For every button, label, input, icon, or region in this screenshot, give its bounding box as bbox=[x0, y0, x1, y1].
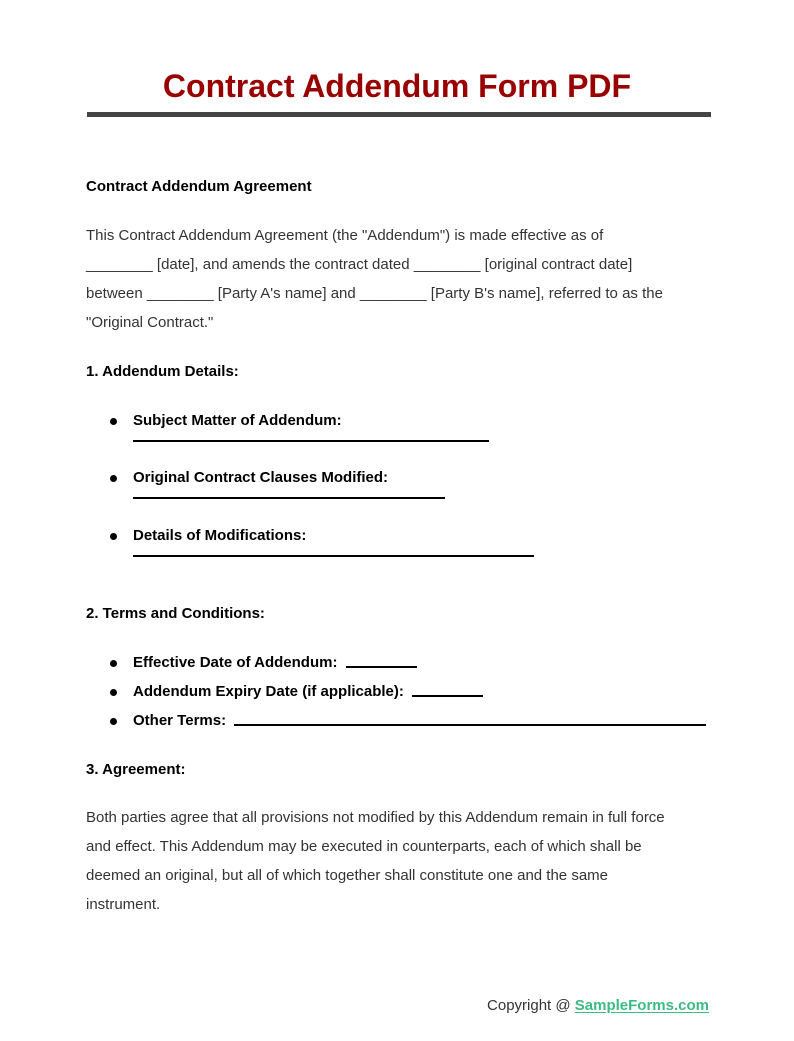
intro-paragraph bbox=[86, 221, 716, 337]
field-label: Details of Modifications: bbox=[133, 527, 307, 544]
bullet-icon bbox=[110, 418, 117, 425]
field-label: Other Terms: bbox=[133, 712, 227, 729]
copyright-footer bbox=[487, 996, 709, 1016]
intro-line: "Original Contract." bbox=[86, 314, 214, 331]
agreement-line: instrument. bbox=[86, 896, 161, 913]
effective-date-blank-field[interactable] bbox=[346, 666, 417, 668]
field-label: Original Contract Clauses Modified: bbox=[133, 469, 389, 486]
bullet-icon bbox=[110, 533, 117, 540]
sampleforms-link[interactable]: SampleForms.com bbox=[574, 997, 709, 1014]
expiry-date-blank-field[interactable] bbox=[412, 695, 483, 697]
section-heading-terms-conditions: 2. Terms and Conditions: bbox=[86, 605, 265, 622]
field-label: Effective Date of Addendum: bbox=[133, 654, 338, 671]
bullet-icon bbox=[110, 718, 117, 725]
copyright-label: Copyright @ bbox=[487, 997, 571, 1014]
subject-matter-blank-field[interactable] bbox=[133, 440, 489, 442]
intro-line: ________ [date], and amends the contract dated ________ [original contract date] bbox=[86, 256, 633, 273]
other-terms-blank-field[interactable] bbox=[234, 724, 706, 726]
agreement-subtitle: Contract Addendum Agreement bbox=[86, 178, 312, 195]
bullet-icon bbox=[110, 660, 117, 667]
title-divider bbox=[87, 112, 711, 117]
bullet-icon bbox=[110, 689, 117, 696]
bullet-icon bbox=[110, 475, 117, 482]
agreement-line: deemed an original, but all of which together shall constitute one and the same bbox=[86, 867, 608, 884]
section-heading-agreement: 3. Agreement: bbox=[86, 761, 186, 778]
agreement-line: Both parties agree that all provisions not modified by this Addendum remain in full force bbox=[86, 809, 665, 826]
section-heading-addendum-details: 1. Addendum Details: bbox=[86, 363, 239, 380]
agreement-paragraph bbox=[86, 803, 716, 919]
clauses-modified-blank-field[interactable] bbox=[133, 497, 445, 499]
intro-line: between ________ [Party A's name] and ________ [Party B's name], referred to as the bbox=[86, 285, 663, 302]
intro-line: This Contract Addendum Agreement (the "Addendum") is made effective as of bbox=[86, 227, 604, 244]
field-label: Subject Matter of Addendum: bbox=[133, 412, 342, 429]
modification-details-blank-field[interactable] bbox=[133, 555, 534, 557]
field-label: Addendum Expiry Date (if applicable): bbox=[133, 683, 404, 700]
agreement-line: and effect. This Addendum may be executed in counterparts, each of which shall be bbox=[86, 838, 642, 855]
page-title: Contract Addendum Form PDF bbox=[162, 68, 632, 104]
